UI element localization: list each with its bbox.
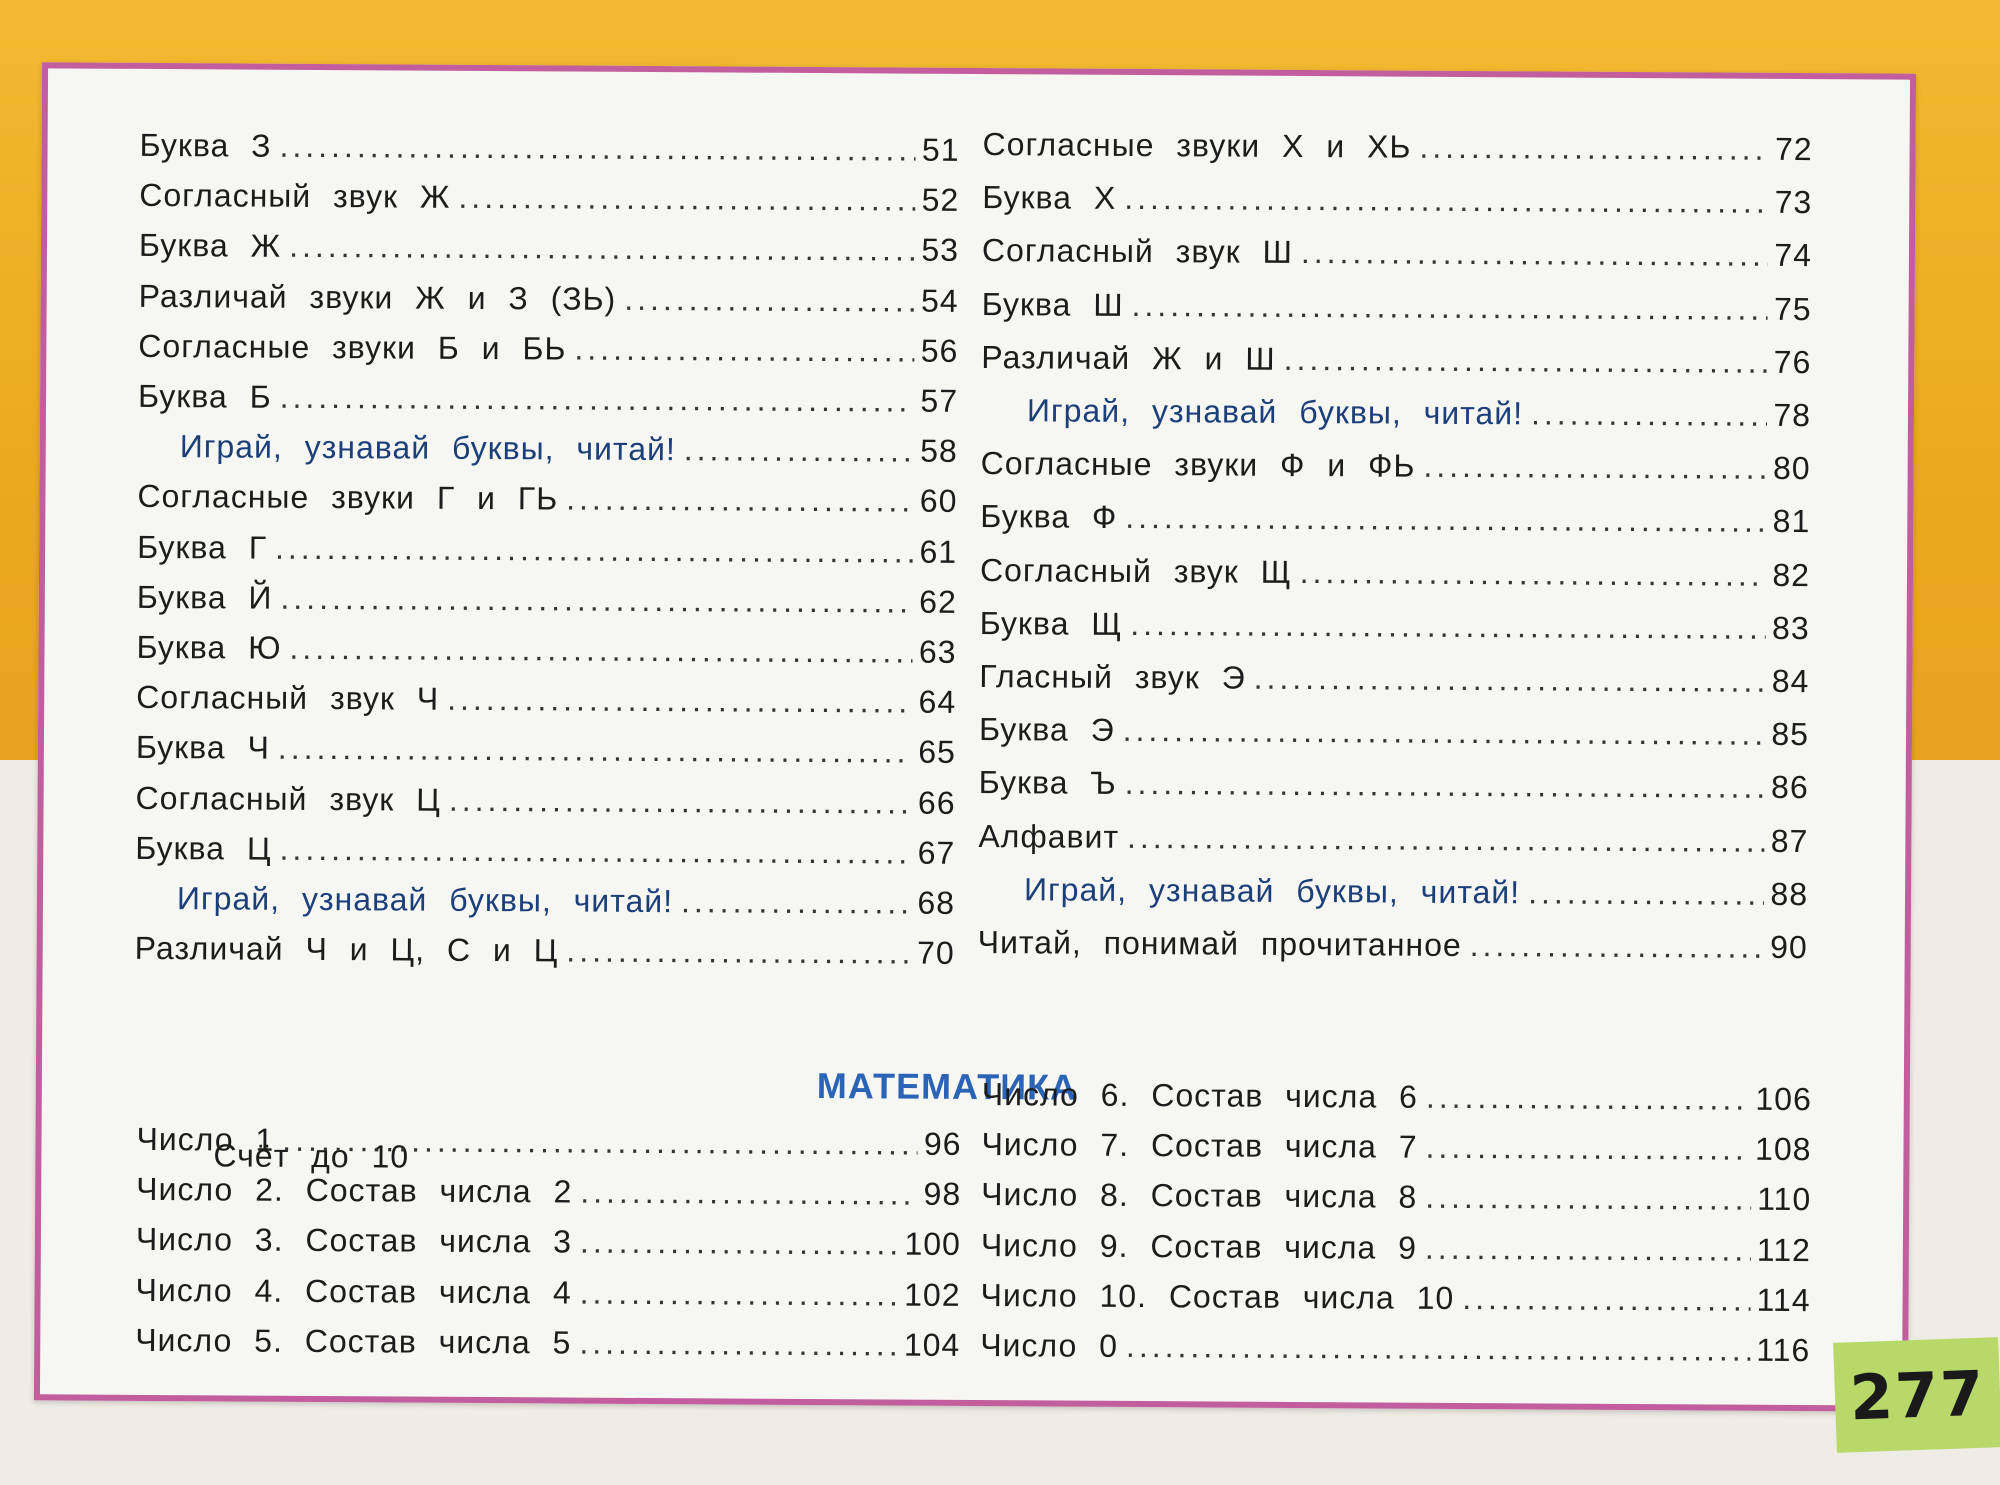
- toc-entry-title: Играй, узнавай буквы, читай!: [179, 428, 676, 468]
- toc-entry[interactable]: [135, 1320, 960, 1365]
- toc-entry[interactable]: [139, 125, 959, 170]
- dot-leader: [279, 829, 911, 873]
- toc-entry-page: 68: [917, 884, 956, 921]
- toc-entry-title: Буква Ъ: [978, 764, 1117, 802]
- dot-leader: [684, 429, 915, 470]
- dot-leader: [574, 328, 915, 370]
- toc-entry[interactable]: [136, 727, 956, 772]
- toc-entry-page: 57: [920, 382, 959, 419]
- toc-entry-title: Число 7. Состав числа 7: [981, 1126, 1418, 1165]
- toc-entry-title: Буква Ж: [138, 227, 282, 265]
- toc-entry-page: 80: [1772, 450, 1811, 487]
- toc-entry[interactable]: [979, 709, 1809, 754]
- toc-entry-page: 61: [919, 533, 958, 570]
- toc-entry[interactable]: [981, 1124, 1811, 1169]
- toc-entry[interactable]: [136, 1119, 961, 1164]
- toc-entry-title: Буква Й: [136, 578, 273, 616]
- dot-leader: [1125, 497, 1767, 541]
- dot-leader: [566, 931, 911, 973]
- toc-entry[interactable]: [981, 1174, 1811, 1219]
- toc-entry-title: Число 3. Состав числа 3: [135, 1221, 573, 1260]
- toc-entry-title: Число 9. Состав числа 9: [980, 1226, 1418, 1266]
- toc-entry-page: 83: [1771, 609, 1810, 646]
- dot-leader: [1528, 872, 1765, 913]
- toc-entry-title: Буква Б: [137, 377, 272, 415]
- toc-entry[interactable]: [981, 337, 1811, 382]
- dot-leader: [1426, 1077, 1750, 1119]
- toc-entry-page: 82: [1772, 556, 1811, 593]
- toc-entry-title: Согласный звук Ш: [981, 232, 1294, 271]
- toc-entry-title: Согласные звуки Ф и ФЬ: [980, 445, 1416, 484]
- toc-entry-title: Буква Э: [978, 711, 1115, 749]
- contents-card: [34, 62, 1916, 1411]
- toc-entry-page: 63: [918, 633, 957, 670]
- toc-entry-page: 81: [1772, 503, 1811, 540]
- dot-leader: [1284, 339, 1768, 382]
- toc-entry[interactable]: [982, 1074, 1812, 1119]
- toc-entry-title: Согласный звук Щ: [979, 551, 1292, 590]
- toc-entry[interactable]: [980, 1325, 1810, 1370]
- dot-leader: [1124, 178, 1769, 222]
- toc-entry-title: Число 5. Состав числа 5: [135, 1321, 572, 1361]
- toc-entry[interactable]: [177, 878, 955, 923]
- page-number-badge: 277: [1833, 1337, 2000, 1453]
- dot-leader: [279, 126, 916, 170]
- toc-entry-page: 102: [904, 1276, 961, 1313]
- dot-leader: [447, 679, 913, 722]
- dot-leader: [449, 779, 912, 822]
- toc-entry[interactable]: [980, 496, 1810, 541]
- dot-leader: [280, 578, 913, 622]
- dot-leader: [289, 628, 913, 672]
- toc-entry-page: 85: [1771, 716, 1810, 753]
- toc-entry[interactable]: [139, 275, 959, 320]
- toc-entry-title: Число 1: [136, 1120, 275, 1158]
- dot-leader: [580, 1222, 899, 1264]
- toc-entry-title: Читай, понимай прочитанное: [977, 924, 1462, 963]
- toc-entry-page: 86: [1771, 769, 1809, 806]
- toc-entry[interactable]: [137, 577, 957, 622]
- toc-entry-page: 67: [917, 834, 956, 871]
- dot-leader: [1123, 710, 1766, 754]
- toc-entry[interactable]: [981, 443, 1811, 488]
- toc-entry[interactable]: [980, 1275, 1810, 1320]
- toc-entry-page: 74: [1774, 237, 1813, 274]
- dot-leader: [579, 1322, 898, 1364]
- toc-entry[interactable]: [137, 476, 957, 521]
- toc-entry-page: 110: [1757, 1181, 1812, 1218]
- toc-entry[interactable]: [138, 326, 958, 371]
- toc-entry-title: Различай Ч и Ц, С и Ц: [134, 930, 559, 969]
- toc-entry-title: Алфавит: [978, 817, 1120, 855]
- toc-entry[interactable]: [981, 1225, 1811, 1270]
- dot-leader: [280, 377, 915, 421]
- toc-entry-page: 73: [1774, 184, 1813, 221]
- dot-leader: [1127, 817, 1765, 861]
- toc-entry-title: Число 8. Состав числа 8: [981, 1176, 1418, 1216]
- math-section-title: МАТЕМАТИКА: [816, 1065, 1078, 1108]
- toc-entry-title: Согласные звуки Х и ХЬ: [982, 126, 1412, 165]
- toc-entry-title: Согласный звук Ч: [136, 679, 440, 717]
- toc-entry-page: 112: [1756, 1231, 1811, 1268]
- toc-entry-title: Согласный звук Ц: [135, 779, 442, 818]
- toc-entry[interactable]: [982, 177, 1812, 222]
- dot-leader: [1126, 1326, 1750, 1370]
- dot-leader: [1125, 763, 1766, 807]
- toc-entry[interactable]: [1027, 390, 1811, 435]
- math-subsection-title: Счёт до 10: [213, 1137, 410, 1175]
- toc-entry[interactable]: [139, 175, 959, 220]
- toc-entry-title: Буква Ф: [980, 498, 1118, 536]
- toc-entry-title: Число 10. Состав числа 10: [980, 1276, 1455, 1316]
- toc-entry-page: 114: [1756, 1281, 1811, 1318]
- toc-entry[interactable]: [980, 603, 1810, 648]
- toc-entry-title: Буква Щ: [979, 604, 1123, 642]
- dot-leader: [1419, 127, 1769, 169]
- toc-entry[interactable]: [1024, 869, 1808, 914]
- dot-leader: [566, 479, 914, 521]
- dot-leader: [1462, 1278, 1751, 1320]
- toc-entry[interactable]: [135, 928, 955, 973]
- toc-entry[interactable]: [982, 284, 1812, 329]
- toc-entry-page: 66: [917, 784, 956, 821]
- toc-entry-page: 75: [1773, 290, 1812, 327]
- toc-entry[interactable]: [138, 376, 958, 421]
- toc-entry-page: 76: [1773, 343, 1812, 380]
- toc-entry-page: 58: [920, 432, 958, 470]
- dot-leader: [1531, 393, 1768, 434]
- toc-entry-title: Буква Ч: [135, 729, 270, 767]
- toc-entry-page: 65: [918, 734, 957, 771]
- toc-entry-title: Согласные звуки Б и БЬ: [138, 327, 567, 367]
- toc-entry[interactable]: [135, 777, 955, 822]
- toc-entry[interactable]: [136, 1219, 961, 1264]
- toc-entry[interactable]: [135, 1269, 960, 1314]
- dot-leader: [580, 1272, 899, 1314]
- toc-entry-title: Буква Г: [137, 528, 268, 566]
- toc-entry-title: Играй, узнавай буквы, читай!: [176, 880, 674, 920]
- toc-entry-title: Число 4. Состав числа 4: [135, 1271, 572, 1311]
- toc-entry-page: 72: [1774, 130, 1813, 168]
- dot-leader: [1301, 232, 1769, 275]
- toc-entry-page: 62: [919, 583, 957, 620]
- toc-entry-title: Число 2. Состав числа 2: [136, 1171, 573, 1210]
- dot-leader: [1130, 604, 1766, 648]
- toc-entry-title: Различай Ж и Ш: [981, 338, 1276, 377]
- toc-entry-page: 90: [1770, 928, 1808, 966]
- toc-entry-title: Гласный звук Э: [979, 658, 1246, 696]
- toc-entry-page: 84: [1771, 662, 1810, 700]
- dot-leader: [278, 728, 913, 772]
- toc-entry[interactable]: [979, 656, 1809, 701]
- dot-leader: [1254, 658, 1766, 701]
- toc-entry[interactable]: [979, 762, 1809, 807]
- toc-entry[interactable]: [978, 816, 1808, 861]
- toc-entry-page: 106: [1755, 1080, 1812, 1118]
- toc-entry[interactable]: [137, 526, 957, 571]
- toc-entry-page: 70: [916, 934, 955, 972]
- toc-entry-title: Играй, узнавай буквы, читай!: [1026, 392, 1524, 432]
- toc-entry-page: 87: [1770, 822, 1809, 859]
- toc-entry-title: Буква Ц: [135, 829, 272, 867]
- toc-entry-page: 56: [920, 332, 959, 369]
- toc-entry-page: 108: [1754, 1130, 1812, 1168]
- toc-entry-title: Согласный звук Ж: [139, 177, 451, 215]
- dot-leader: [1425, 1227, 1751, 1269]
- toc-entry[interactable]: [136, 1169, 961, 1214]
- dot-leader: [1131, 285, 1768, 329]
- toc-entry-page: 78: [1773, 396, 1812, 434]
- toc-entry-title: Буква З: [139, 126, 272, 164]
- toc-entry[interactable]: [180, 426, 958, 471]
- toc-entry-page: 104: [903, 1326, 961, 1363]
- toc-entry-page: 116: [1756, 1331, 1811, 1369]
- toc-entry[interactable]: [136, 627, 956, 672]
- dot-leader: [289, 226, 915, 270]
- dot-leader: [681, 881, 912, 922]
- dot-leader: [458, 177, 915, 220]
- dot-leader: [1425, 1127, 1749, 1169]
- toc-entry[interactable]: [135, 828, 955, 873]
- toc-entry-title: Различай звуки Ж и З (ЗЬ): [138, 277, 617, 317]
- toc-entry-page: 64: [918, 683, 957, 721]
- toc-entry-page: 96: [923, 1125, 962, 1162]
- toc-entry-title: Буква Ю: [136, 628, 282, 666]
- dot-leader: [275, 527, 914, 571]
- toc-entry-page: 98: [923, 1175, 962, 1213]
- toc-entry[interactable]: [980, 550, 1810, 595]
- toc-entry[interactable]: [982, 230, 1812, 275]
- dot-leader: [580, 1172, 918, 1214]
- toc-entry-title: Буква Ш: [981, 285, 1124, 323]
- toc-entry-page: 60: [919, 483, 958, 520]
- toc-entry-title: Число 6. Состав числа 6: [981, 1076, 1419, 1115]
- toc-entry-title: Согласные звуки Г и ГЬ: [137, 478, 559, 517]
- toc-entry-page: 52: [921, 181, 960, 219]
- toc-entry[interactable]: [136, 677, 956, 722]
- toc-entry-page: 51: [921, 131, 960, 168]
- dot-leader: [282, 1120, 918, 1164]
- dot-leader: [1425, 1177, 1751, 1219]
- dot-leader: [1470, 925, 1765, 967]
- toc-entry[interactable]: [983, 124, 1813, 169]
- toc-entry-page: 54: [920, 282, 959, 319]
- toc-entry-page: 100: [904, 1225, 962, 1263]
- toc-entry-title: Буква Х: [982, 179, 1117, 217]
- toc-entry[interactable]: [978, 922, 1808, 967]
- dot-leader: [624, 278, 915, 320]
- toc-entry-title: Играй, узнавай буквы, читай!: [1023, 871, 1521, 911]
- toc-entry-page: 88: [1770, 875, 1809, 912]
- toc-entry[interactable]: [139, 225, 959, 270]
- toc-entry-title: Число 0: [980, 1327, 1119, 1364]
- dot-leader: [1423, 446, 1767, 488]
- dot-leader: [1300, 552, 1767, 595]
- toc-entry-page: 53: [921, 232, 960, 269]
